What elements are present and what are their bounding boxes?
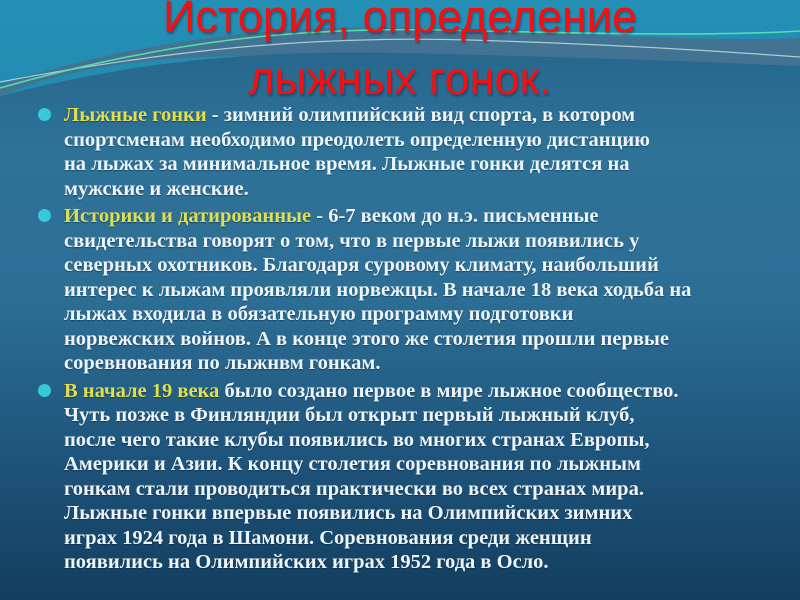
bullet-line: после чего такие клубы появились во многих странах Европы, bbox=[64, 428, 650, 451]
bullet-line: на лыжах за минимальное время. Лыжные гонки делятся на bbox=[64, 153, 630, 175]
bullet-line: Лыжные гонки впервые появились на Олимпийских зимних bbox=[64, 502, 633, 524]
bullet-lead-text: Историки и датированные bbox=[64, 205, 312, 227]
bullet-icon bbox=[38, 108, 51, 121]
bullet-rest-text: было создано первое в мире лыжное сообщество. bbox=[219, 379, 679, 402]
bullet-line: спортсменам необходимо преодолеть определенную дистанцию bbox=[64, 128, 650, 151]
bullet-line: гонкам стали проводиться практически во всех странах мира. bbox=[64, 477, 644, 500]
slide-title-line1: История, определение bbox=[162, 0, 638, 42]
bullet-first-line bbox=[64, 379, 800, 404]
slide-title-line2: лыжных гонок. bbox=[248, 53, 552, 104]
bullet-line: появились на Олимпийских играх 1952 года в Осло. bbox=[64, 551, 549, 573]
bullet-lead-text: В начале 19 века bbox=[64, 379, 220, 402]
bullet-rest-text: - зимний олимпийский вид спорта, в котором bbox=[206, 104, 636, 126]
bullet-icon bbox=[38, 209, 51, 222]
bullet-line: свидетельства говорят о том, что в первые лыжи появились у bbox=[64, 229, 640, 252]
bullet-list bbox=[0, 103, 800, 578]
bullet-lead-text: Лыжные гонки bbox=[64, 104, 207, 126]
slide-title bbox=[0, 0, 800, 110]
bullet-rest-text: - 6-7 веком до н.э. письменные bbox=[311, 205, 599, 227]
bullet-line: Чуть позже в Финляндии был открыт первый лыжный клуб, bbox=[64, 404, 635, 426]
list-item-19th-century bbox=[0, 379, 800, 575]
bullet-line: интерес к лыжам проявляли норвежцы. В начале 18 века ходьба на bbox=[64, 278, 692, 301]
bullet-icon bbox=[38, 384, 51, 397]
bullet-line: мужские и женские. bbox=[64, 177, 249, 200]
bullet-line: соревнования по лыжнвм гонкам. bbox=[64, 352, 381, 374]
bullet-line: северных охотников. Благодаря суровому климату, наибольший bbox=[64, 254, 659, 276]
bullet-first-line bbox=[64, 103, 800, 128]
bullet-line: Америки и Азии. К концу столетия соревнования по лыжным bbox=[64, 453, 642, 475]
bullet-line: норвежских войнов. А в конце этого же столетия прошли первые bbox=[64, 327, 670, 350]
bullet-line: играх 1924 года в Шамони. Соревнования среди женщин bbox=[64, 526, 592, 549]
bullet-line: лыжах входила в обязательную программу подготовки bbox=[64, 303, 574, 325]
bullet-first-line bbox=[64, 204, 800, 229]
list-item-ski-definition bbox=[0, 103, 800, 201]
list-item-history bbox=[0, 204, 800, 376]
